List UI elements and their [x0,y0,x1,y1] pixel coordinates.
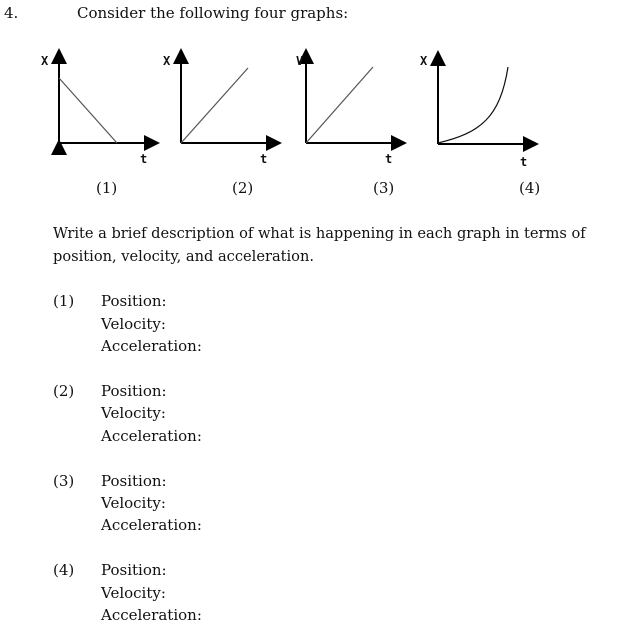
graph-4 [438,54,535,144]
plot-line [59,78,117,143]
acceleration-label: Acceleration: [101,427,202,445]
answer-number: (1) [53,292,75,310]
graph-2 [181,52,278,143]
answer-number: (4) [53,561,75,579]
acceleration-label: Acceleration: [101,606,202,624]
graph-3 [306,52,403,143]
velocity-label: Velocity: [101,315,166,333]
answer-number: (3) [53,472,75,490]
question-number: 4. [4,4,19,22]
question-prompt: Consider the following four graphs: [77,4,349,22]
graph-4-x-label: t [520,155,528,169]
graph-2-caption: (2) [232,179,254,197]
plot-line [306,67,373,143]
graph-1-x-label: t [140,152,148,166]
acceleration-label: Acceleration: [101,337,202,355]
position-label: Position: [101,472,167,490]
graph-1-caption: (1) [96,179,118,197]
position-label: Position: [101,292,167,310]
plot-line [181,68,248,143]
graph-3-x-label: t [385,152,393,166]
graph-4-y-label: X [420,54,428,68]
position-label: Position: [101,561,167,579]
answer-number: (2) [53,382,75,400]
velocity-label: Velocity: [101,584,166,602]
graph-2-x-label: t [260,152,268,166]
graph-2-y-label: X [163,54,171,68]
graph-3-y-label: V [296,54,304,68]
graph-4-caption: (4) [519,179,541,197]
graph-1-y-label: X [41,54,49,68]
instruction-line-1: Write a brief description of what is happening in each graph in terms of [53,225,586,242]
velocity-label: Velocity: [101,494,166,512]
instruction-line-2: position, velocity, and acceleration. [53,248,315,265]
acceleration-label: Acceleration: [101,516,202,534]
plot-curve [438,67,508,143]
graph-1 [59,52,156,143]
position-label: Position: [101,382,167,400]
graph-3-caption: (3) [373,179,395,197]
velocity-label: Velocity: [101,404,166,422]
